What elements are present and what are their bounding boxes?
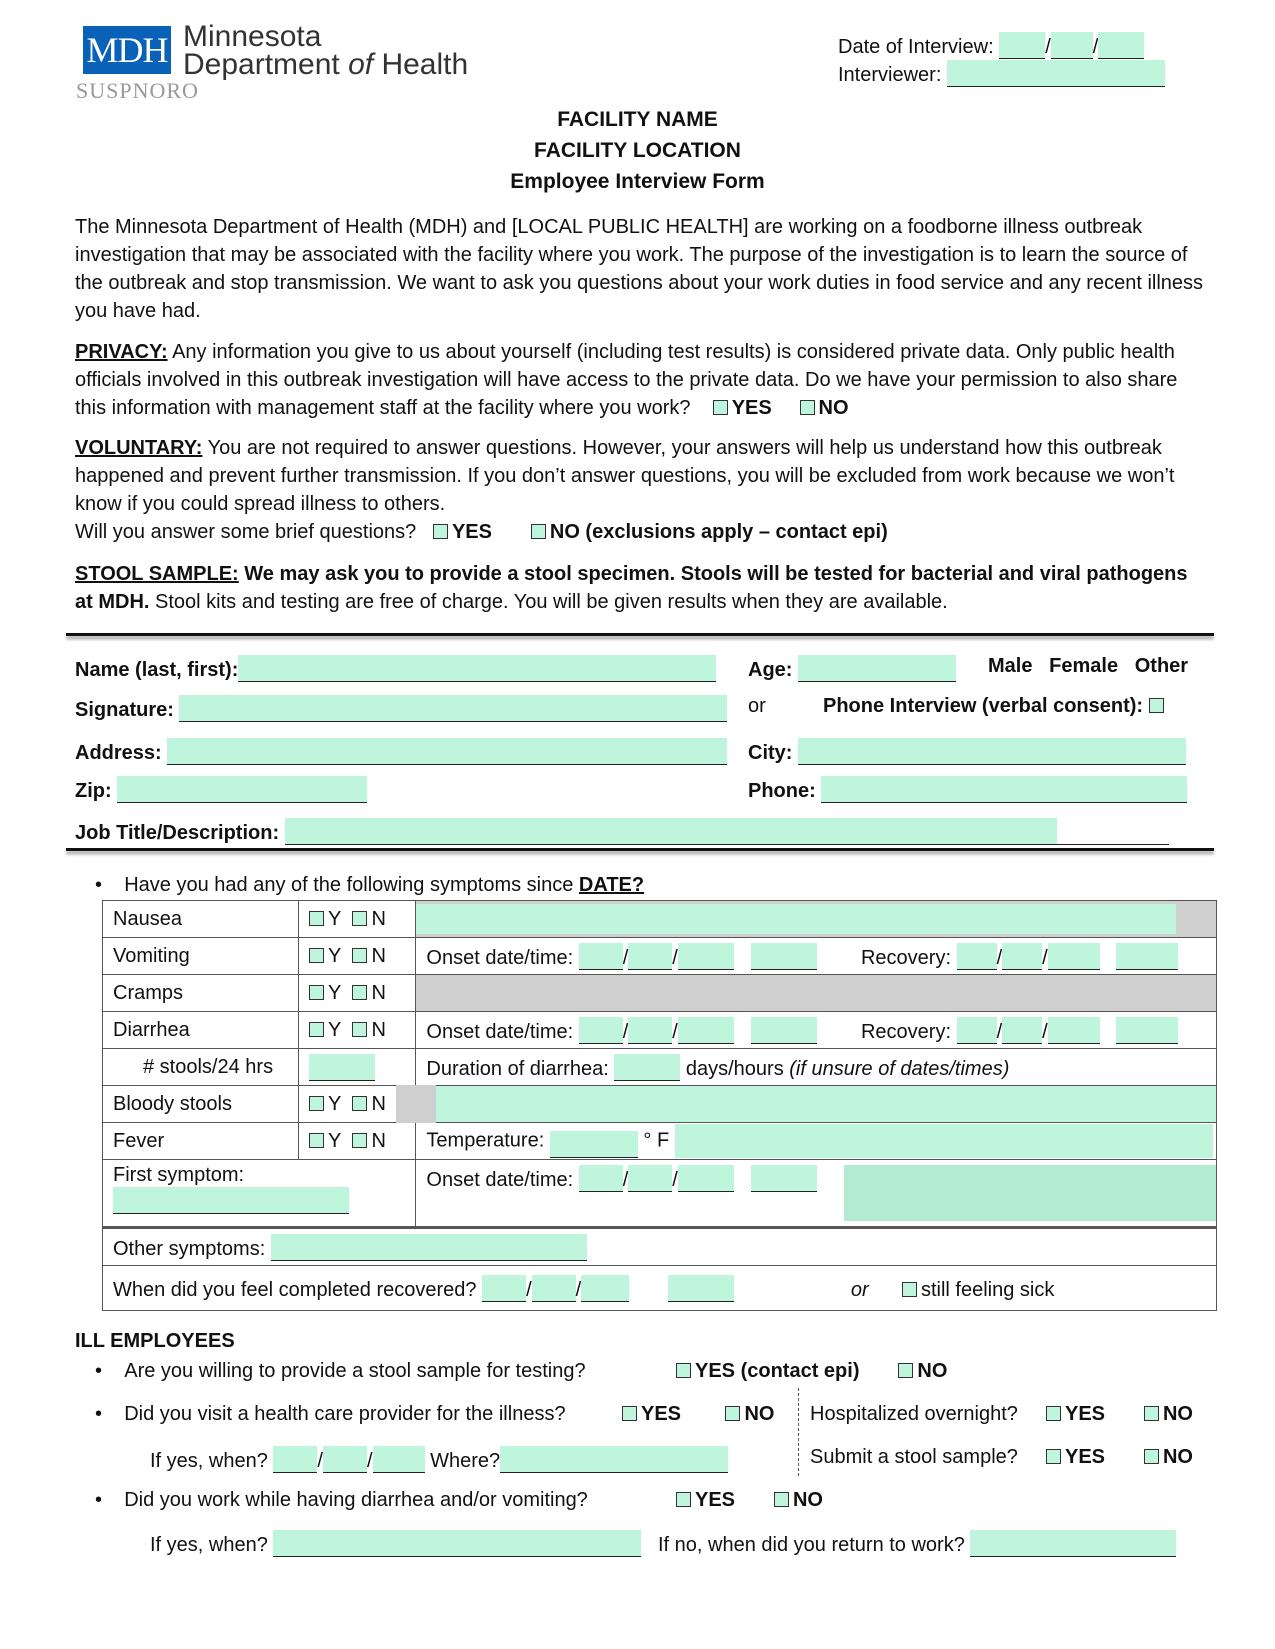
divider-top	[66, 633, 1214, 636]
work-question: • Did you work while having diarrhea and/or vomiting?	[95, 1489, 588, 1511]
vomiting-recovery-time[interactable]	[1116, 943, 1178, 970]
table-row: First symptom: Onset date/time: / /	[103, 1160, 1217, 1228]
privacy-no-checkbox[interactable]	[800, 400, 815, 415]
first-symptom-field[interactable]	[113, 1187, 349, 1214]
diarrhea-recovery-time[interactable]	[1116, 1017, 1178, 1044]
interview-month-field[interactable]	[999, 32, 1045, 59]
city-row: City:	[748, 738, 1186, 765]
vomiting-onset-time[interactable]	[751, 943, 817, 970]
diarrhea-onset-time[interactable]	[751, 1017, 817, 1044]
provider-month[interactable]	[273, 1446, 317, 1473]
recovered-year[interactable]	[581, 1275, 629, 1302]
facility-location: FACILITY LOCATION	[534, 139, 741, 162]
table-row: # stools/24 hrs Duration of diarrhea: days/hours (if unsure of dates/times)	[103, 1049, 1217, 1086]
interview-day-field[interactable]	[1051, 32, 1093, 59]
name-field[interactable]	[238, 655, 716, 682]
vomiting-recovery-month[interactable]	[957, 943, 997, 970]
stool-question: • Are you willing to provide a stool sample for testing?	[95, 1360, 586, 1382]
table-row: Nausea Y N	[103, 901, 1217, 938]
vomiting-onset-day[interactable]	[628, 943, 672, 970]
submit-answer: YES NO	[1046, 1446, 1193, 1469]
table-row: Vomiting Y N Onset date/time: / / Recovery: / /	[103, 938, 1217, 975]
interviewer: Interviewer:	[838, 60, 1165, 87]
stool-paragraph: STOOL SAMPLE: We may ask you to provide a stool specimen. Stools will be tested for bacterial and viral pathogens at MDH. Stool kits and testing are free of charge. You will be given results when they are available.	[75, 563, 1188, 613]
age-row: Age:	[748, 655, 956, 682]
interviewer-field[interactable]	[947, 60, 1165, 87]
submit-yes-checkbox[interactable]	[1046, 1449, 1061, 1464]
symptoms-question: • Have you had any of the following symptoms since DATE?	[95, 874, 645, 896]
table-row: Cramps Y N	[103, 975, 1217, 1012]
cramps-label: Cramps	[103, 975, 299, 1012]
return-to-work-field[interactable]	[970, 1530, 1176, 1557]
city-field[interactable]	[798, 738, 1186, 765]
recovered-month[interactable]	[482, 1275, 526, 1302]
first-symptom-notes-field[interactable]	[844, 1165, 1216, 1221]
voluntary-question: Will you answer some brief questions? YES NO (exclusions apply – contact epi)	[75, 521, 888, 543]
work-when-field[interactable]	[273, 1530, 641, 1557]
provider-where-field[interactable]	[500, 1446, 728, 1473]
fever-n-checkbox[interactable]	[352, 1133, 367, 1148]
first-onset-year[interactable]	[678, 1165, 734, 1192]
form-title: Employee Interview Form	[510, 170, 765, 193]
vertical-divider	[798, 1388, 799, 1476]
bloody-stools-label: Bloody stools	[103, 1086, 299, 1123]
table-row: Other symptoms:	[103, 1228, 1217, 1266]
fever-notes-field[interactable]	[675, 1124, 1213, 1158]
logo-minnesota: Minnesota	[183, 20, 322, 53]
mdh-logo: MDH	[83, 26, 171, 74]
vomiting-label: Vomiting	[103, 938, 299, 975]
recovered-day[interactable]	[532, 1275, 576, 1302]
provider-year[interactable]	[373, 1446, 425, 1473]
symptoms-table	[102, 900, 1217, 1311]
hospitalized-no-checkbox[interactable]	[1144, 1406, 1159, 1421]
cramps-n-checkbox[interactable]	[352, 985, 367, 1000]
other-option[interactable]: Other	[1134, 655, 1189, 677]
name-row: Name (last, first):	[75, 655, 716, 682]
job-field[interactable]	[285, 818, 1057, 845]
logo-department: Department of Health	[183, 48, 469, 81]
voluntary-paragraph: VOLUNTARY: You are not required to answer questions. However, your answers will help us understand how this outbreak happened and prevent further transmission. If you don’t answer questions, you will be excluded from work because we won’t know if you could spread illness to others.	[75, 437, 1175, 515]
signature-row: Signature:	[75, 695, 727, 722]
return-row: If no, when did you return to work?	[658, 1530, 1176, 1557]
first-onset-time[interactable]	[751, 1165, 817, 1192]
work-answer: YES NO	[676, 1489, 823, 1512]
diarrhea-duration-field[interactable]	[614, 1054, 680, 1081]
hospitalized-yes-checkbox[interactable]	[1046, 1406, 1061, 1421]
bloody-n-checkbox[interactable]	[352, 1096, 367, 1111]
vomiting-y-checkbox[interactable]	[309, 948, 324, 963]
work-yes-checkbox[interactable]	[676, 1492, 691, 1507]
divider-bottom	[66, 848, 1214, 851]
cramps-y-checkbox[interactable]	[309, 985, 324, 1000]
bloody-notes-field[interactable]	[416, 1086, 1217, 1123]
vomiting-recovery-year[interactable]	[1048, 943, 1100, 970]
fever-label: Fever	[103, 1123, 299, 1160]
nausea-notes-field[interactable]	[416, 904, 1176, 934]
provider-answer: YES NO	[622, 1403, 774, 1426]
logo-subtitle: SUSPNORO	[76, 78, 199, 103]
diarrhea-recovery-year[interactable]	[1048, 1017, 1100, 1044]
interview-year-field[interactable]	[1098, 32, 1144, 59]
provider-day[interactable]	[323, 1446, 367, 1473]
voluntary-no-checkbox[interactable]	[531, 524, 546, 539]
stool-answer: YES (contact epi) NO	[676, 1360, 947, 1383]
stools-count-field[interactable]	[309, 1054, 375, 1081]
phone-row: Phone:	[748, 776, 1187, 803]
nausea-n-checkbox[interactable]	[352, 911, 367, 926]
or-text: or	[748, 695, 766, 717]
table-row: Diarrhea Y N Onset date/time: / / Recovery: / /	[103, 1012, 1217, 1049]
first-onset-day[interactable]	[628, 1165, 672, 1192]
table-row: When did you feel completed recovered? / / or still feeling sick	[103, 1266, 1217, 1311]
diarrhea-label: Diarrhea	[103, 1012, 299, 1049]
address-field[interactable]	[167, 738, 727, 765]
hospitalized-question: Hospitalized overnight?	[810, 1403, 1018, 1425]
address-row: Address:	[75, 738, 727, 765]
submit-no-checkbox[interactable]	[1144, 1449, 1159, 1464]
recovered-time[interactable]	[668, 1275, 734, 1302]
age-field[interactable]	[798, 655, 956, 682]
phone-field[interactable]	[821, 776, 1187, 803]
vomiting-n-checkbox[interactable]	[352, 948, 367, 963]
hospitalized-answer: YES NO	[1046, 1403, 1193, 1426]
nausea-label: Nausea	[103, 901, 299, 938]
provider-no-checkbox[interactable]	[725, 1406, 740, 1421]
stool-no-checkbox[interactable]	[898, 1363, 913, 1378]
submit-question: Submit a stool sample?	[810, 1446, 1018, 1468]
stool-yes-checkbox[interactable]	[676, 1363, 691, 1378]
vomiting-onset-month[interactable]	[579, 943, 623, 970]
diarrhea-onset-day[interactable]	[628, 1017, 672, 1044]
date-of-interview: Date of Interview: / /	[838, 32, 1144, 59]
signature-field[interactable]	[179, 695, 727, 722]
intro-paragraph: The Minnesota Department of Health (MDH) and [LOCAL PUBLIC HEALTH] are working on a foodborne illness outbreak investigation that may be associated with the facility where you work. The purpose of the investigation is to learn the source of the outbreak and stop transmission. We want to ask you questions about your work duties in food service and any recent illness you have had.	[75, 216, 1204, 322]
other-symptoms-field[interactable]	[271, 1234, 587, 1261]
diarrhea-recovery-month[interactable]	[957, 1017, 997, 1044]
work-no-checkbox[interactable]	[774, 1492, 789, 1507]
voluntary-yes-checkbox[interactable]	[433, 524, 448, 539]
temperature-field[interactable]	[550, 1131, 638, 1158]
provider-when-row: If yes, when? / / Where?	[150, 1446, 728, 1473]
sex-options	[988, 655, 1188, 678]
zip-field[interactable]	[117, 776, 367, 803]
provider-yes-checkbox[interactable]	[622, 1406, 637, 1421]
phone-interview-checkbox[interactable]	[1149, 698, 1164, 713]
first-symptom-cell: First symptom:	[103, 1160, 416, 1228]
job-row: Job Title/Description:	[75, 818, 1169, 845]
fever-y-checkbox[interactable]	[309, 1133, 324, 1148]
ill-employees-heading: ILL EMPLOYEES	[75, 1330, 235, 1352]
diarrhea-onset-year[interactable]	[678, 1017, 734, 1044]
male-option[interactable]: Male	[988, 655, 1033, 677]
provider-question: • Did you visit a health care provider for the illness?	[95, 1403, 566, 1425]
privacy-yes-checkbox[interactable]	[713, 400, 728, 415]
phone-interview: Phone Interview (verbal consent):	[823, 695, 1168, 718]
nausea-y-checkbox[interactable]	[309, 911, 324, 926]
diarrhea-n-checkbox[interactable]	[352, 1022, 367, 1037]
first-onset-month[interactable]	[579, 1165, 623, 1192]
stools-label: # stools/24 hrs	[103, 1049, 299, 1086]
bloody-y-checkbox[interactable]	[309, 1096, 324, 1111]
diarrhea-y-checkbox[interactable]	[309, 1022, 324, 1037]
table-row: Bloody stools Y N	[103, 1086, 1217, 1123]
table-row: Fever Y N Temperature: ° F	[103, 1123, 1217, 1160]
privacy-paragraph: PRIVACY: Any information you give to us about yourself (including test results) is considered private data. Only public health officials involved in this outbreak investigation will have access to the private data. Do we have your permission to also share this information with management staff at the facility where you work? YES NO	[75, 341, 1178, 419]
vomiting-recovery-day[interactable]	[1002, 943, 1042, 970]
still-sick-checkbox[interactable]	[902, 1282, 917, 1297]
vomiting-onset-year[interactable]	[678, 943, 734, 970]
facility-name: FACILITY NAME	[557, 108, 718, 131]
zip-row: Zip:	[75, 776, 367, 803]
diarrhea-onset-month[interactable]	[579, 1017, 623, 1044]
female-option[interactable]: Female	[1049, 655, 1119, 677]
diarrhea-recovery-day[interactable]	[1002, 1017, 1042, 1044]
work-when-row: If yes, when?	[150, 1530, 641, 1557]
